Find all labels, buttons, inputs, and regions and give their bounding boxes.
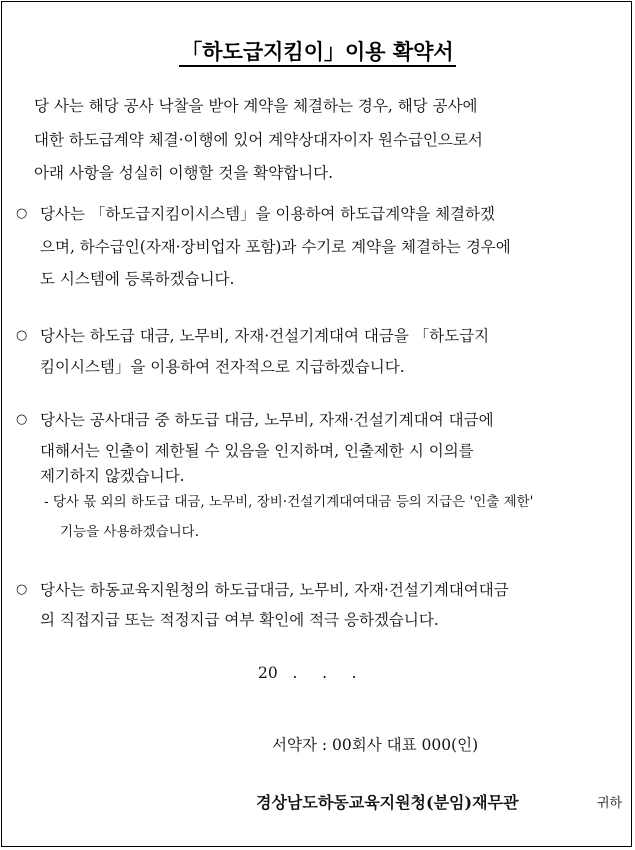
bullet-icon: ○ bbox=[16, 582, 28, 597]
bullet-icon: ○ bbox=[16, 206, 28, 221]
item-4-line-1: 당사는 하동교육지원청의 하도급대금, 노무비, 자재·건설기계대여대금 bbox=[40, 581, 509, 599]
item-3-line-2: 대해서는 인출이 제한될 수 있음을 인지하며, 인출제한 시 이의를 bbox=[40, 442, 474, 460]
bullet-icon: ○ bbox=[16, 412, 28, 427]
intro-line-2: 대한 하도급계약 체결·이행에 있어 계약상대자이자 원수급인으로서 bbox=[34, 131, 483, 149]
signer-line: 서약자 : 00회사 대표 000(인) bbox=[272, 736, 479, 754]
recipient-suffix: 귀하 bbox=[597, 796, 623, 811]
item-3-note-line-2: 기능을 사용하겠습니다. bbox=[60, 524, 199, 540]
item-2-line-2: 킴이시스템」을 이용하여 전자적으로 지급하겠습니다. bbox=[40, 358, 405, 376]
item-3-note-line-1: - 당사 몫 외의 하도급 대금, 노무비, 장비·건설기계대여대금 등의 지급은 '인출 제한' bbox=[44, 494, 534, 510]
item-2-line-1: 당사는 하도급 대금, 노무비, 자재·건설기계대여 대금을 「하도급지 bbox=[40, 327, 490, 345]
intro-line-1: 당 사는 해당 공사 낙찰을 받아 계약을 체결하는 경우, 해당 공사에 bbox=[34, 97, 478, 115]
item-3-line-1: 당사는 공사대금 중 하도급 대금, 노무비, 자재·건설기계대여 대금에 bbox=[40, 411, 494, 429]
item-1-line-3: 도 시스템에 등록하겠습니다. bbox=[40, 270, 235, 288]
intro-line-3: 아래 사항을 성실히 이행할 것을 확약합니다. bbox=[34, 164, 334, 182]
item-1-line-2: 으며, 하수급인(자재·장비업자 포함)과 수기로 계약을 체결하는 경우에 bbox=[40, 238, 511, 256]
date-line: 20 . . . bbox=[258, 664, 357, 682]
item-1-line-1: 당사는 「하도급지킴이시스템」을 이용하여 하도급계약을 체결하겠 bbox=[40, 205, 495, 223]
item-4-line-2: 의 직접지급 또는 적정지급 여부 확인에 적극 응하겠습니다. bbox=[40, 611, 439, 629]
recipient-name: 경상남도하동교육지원청(분임)재무관 bbox=[256, 793, 519, 812]
bullet-icon: ○ bbox=[16, 328, 28, 343]
document-title: 「하도급지킴이」이용 확약서 bbox=[0, 38, 635, 66]
item-3-line-3: 제기하지 않겠습니다. bbox=[40, 467, 185, 485]
